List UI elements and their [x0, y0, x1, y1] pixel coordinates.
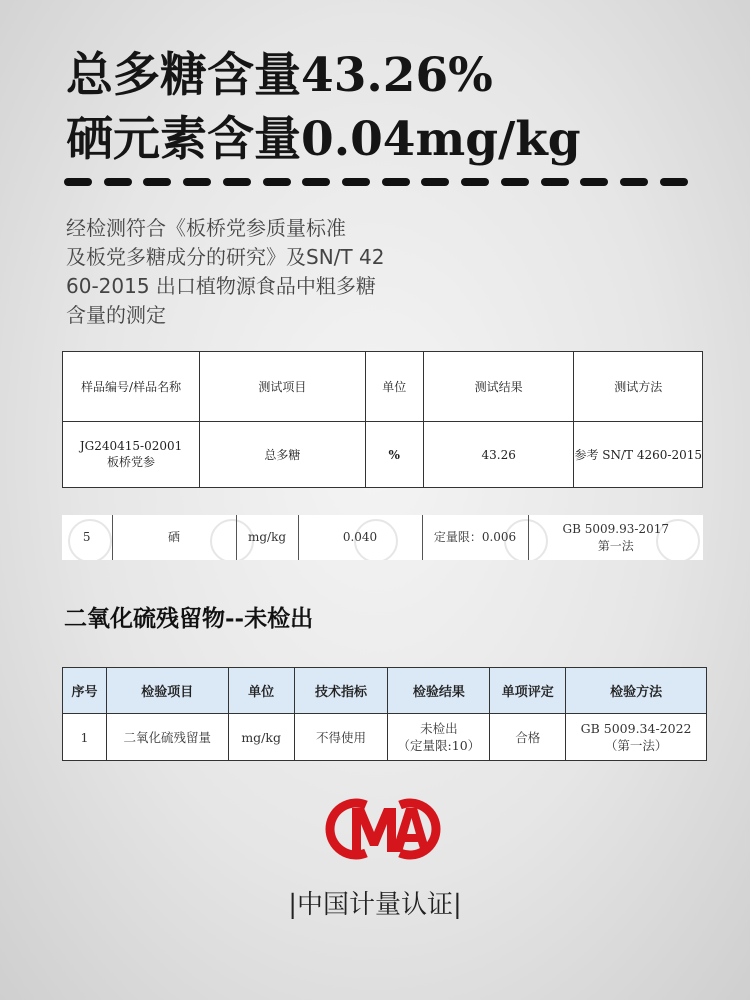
footer-certification: |中国计量认证| — [288, 890, 462, 920]
table-header: 检验项目 — [106, 668, 228, 714]
table-row — [63, 714, 707, 761]
test-item: 总多糖 — [200, 422, 366, 488]
table-row — [63, 422, 703, 488]
test-method — [528, 515, 703, 560]
table-header: 测试方法 — [574, 352, 703, 422]
test-result: 0.040 — [298, 515, 422, 560]
verdict: 合格 — [490, 714, 566, 761]
dashed-divider — [64, 178, 688, 188]
test-result — [388, 714, 490, 761]
description-line: 含量的测定 — [66, 303, 166, 327]
test-item: 硒 — [112, 515, 236, 560]
sample-name: 板桥党参 — [107, 455, 156, 469]
sample-id: JG240415-02001 — [79, 439, 183, 453]
unit: mg/kg — [236, 515, 298, 560]
method-line: 第一法 — [597, 538, 634, 553]
selenium-content-title: 硒元素含量0.04mg/kg — [66, 112, 581, 167]
method-line: GB 5009.34-2022 — [580, 721, 692, 736]
method-line: （第一法） — [604, 738, 668, 753]
table-header: 单项评定 — [490, 668, 566, 714]
table-header: 检验结果 — [388, 668, 490, 714]
row-index: 5 — [82, 530, 91, 544]
table-header: 单位 — [228, 668, 294, 714]
selenium-report-strip — [62, 515, 703, 560]
technical-standard: 不得使用 — [294, 714, 388, 761]
unit: % — [365, 422, 423, 488]
headline — [66, 44, 706, 172]
test-item: 二氧化硫残留量 — [106, 714, 228, 761]
sample-cell — [63, 422, 200, 488]
row-index: 1 — [63, 714, 107, 761]
description-line: 60-2015 出口植物源食品中粗多糖 — [66, 274, 376, 298]
table-header: 测试项目 — [200, 352, 366, 422]
table-header: 序号 — [63, 668, 107, 714]
sulfur-dioxide-report-table — [62, 667, 707, 761]
cma-logo-icon — [322, 798, 444, 860]
polysaccharide-content-title: 总多糖含量43.26% — [66, 48, 493, 103]
result-line: 未检出 — [420, 721, 458, 736]
table-header: 样品编号/样品名称 — [63, 352, 200, 422]
sulfur-dioxide-heading: 二氧化硫残留物--未检出 — [64, 605, 314, 632]
polysaccharide-report-table — [62, 351, 703, 488]
test-description — [66, 214, 466, 330]
test-result: 43.26 — [423, 422, 574, 488]
result-line: （定量限:10） — [397, 738, 481, 753]
table-row — [62, 515, 703, 560]
test-method: 参考 SN/T 4260-2015 — [574, 422, 703, 488]
method-line: GB 5009.93-2017 — [562, 521, 669, 536]
table-header: 技术指标 — [294, 668, 388, 714]
description-line: 经检测符合《板桥党参质量标准 — [66, 216, 346, 240]
unit: mg/kg — [228, 714, 294, 761]
table-header: 检验方法 — [566, 668, 707, 714]
table-header: 测试结果 — [423, 352, 574, 422]
quantitation-limit: 定量限：0.006 — [422, 515, 528, 560]
table-header: 单位 — [365, 352, 423, 422]
description-line: 及板党多糖成分的研究》及SN/T 42 — [66, 245, 385, 269]
test-method — [566, 714, 707, 761]
